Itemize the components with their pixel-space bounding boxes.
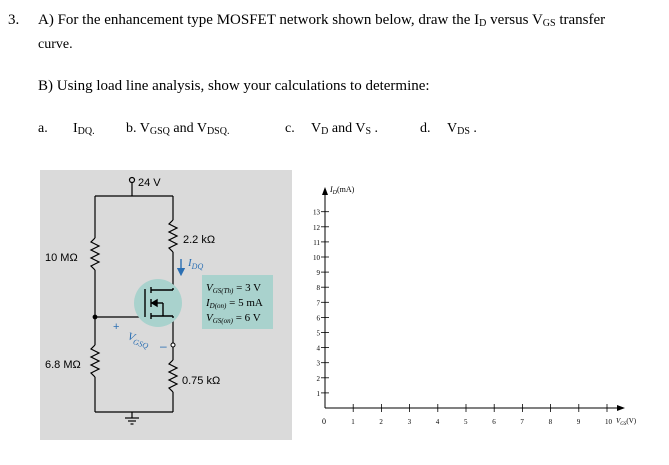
y-tick-label: 6 <box>316 314 320 323</box>
rs-label: 0.75 kΩ <box>182 375 221 387</box>
part-a-label: a. <box>38 121 48 136</box>
rd-label: 2.2 kΩ <box>183 234 216 246</box>
supply-label: 24 V <box>138 177 161 189</box>
x-tick-label: 3 <box>407 418 412 426</box>
y-tick-label: 13 <box>313 208 320 217</box>
y-tick-label: 2 <box>316 374 320 383</box>
x-axis-label: $V_{GS}(V)$ <box>616 417 637 427</box>
origin-label: 0 <box>322 417 326 426</box>
vgs-plus: + <box>113 321 120 333</box>
y-axis-label: $I_D(mA)$ <box>330 185 355 196</box>
x-tick-label: 8 <box>548 418 553 426</box>
x-tick-label: 7 <box>520 418 524 426</box>
y-tick-label: 3 <box>316 359 320 368</box>
param-vgs-th: VGS(Th) = 3 V <box>206 282 262 295</box>
y-axis-arrowhead <box>322 187 328 195</box>
part-b-vgsq-vdsq: b. $V_{GSQ}$ and $V_{DSQ.}$ <box>126 121 230 137</box>
y-tick-label: 10 <box>313 254 320 262</box>
question-number: 3. <box>8 12 20 28</box>
y-tick-label: 11 <box>313 238 320 247</box>
part-d-vds: $V_{DS}$ . <box>447 121 477 137</box>
part-c-label: c. <box>285 121 295 136</box>
param-id-on: ID(on) = 5 mA <box>206 297 263 310</box>
x-tick-label: 4 <box>435 418 440 426</box>
question-part-b: B) Using load line analysis, show your calculations to determine: <box>38 78 430 94</box>
part-c-vd-vs: $V_D$ and $V_S$ . <box>311 121 378 137</box>
question-part-a-line1: A) For the enhancement type MOSFET network shown below, draw the $I_D$ versus $V_{GS}$ transfer <box>38 12 606 29</box>
x-tick-label: 5 <box>464 418 468 426</box>
x-tick-label: 10 <box>605 418 612 426</box>
y-tick-label: 8 <box>316 284 320 293</box>
vgs-label: $V_{GSQ}$ <box>126 330 150 351</box>
y-tick-label: 1 <box>316 389 320 398</box>
vgs-minus: – <box>160 339 167 353</box>
y-tick-label: 9 <box>316 269 320 278</box>
x-tick-label: 2 <box>379 418 383 426</box>
question-part-a-line2: curve. <box>38 37 73 52</box>
param-vgs-on: VGS(on) = 6 V <box>206 312 261 325</box>
r2-label: 6.8 MΩ <box>45 359 81 371</box>
part-d-label: d. <box>420 121 431 136</box>
part-a-idq: $I_{DQ.}$ <box>73 121 95 137</box>
x-axis-arrowhead <box>617 405 625 411</box>
r1-label: 10 MΩ <box>45 252 78 264</box>
x-tick-label: 9 <box>576 418 581 426</box>
id-label: $I_{DQ}$ <box>188 257 204 271</box>
y-tick-label: 12 <box>313 223 320 232</box>
x-tick-label: 1 <box>351 418 355 426</box>
y-tick-label: 4 <box>316 344 320 353</box>
y-tick-label: 7 <box>316 299 320 308</box>
y-tick-label: 5 <box>316 329 320 338</box>
x-tick-label: 6 <box>492 418 496 426</box>
